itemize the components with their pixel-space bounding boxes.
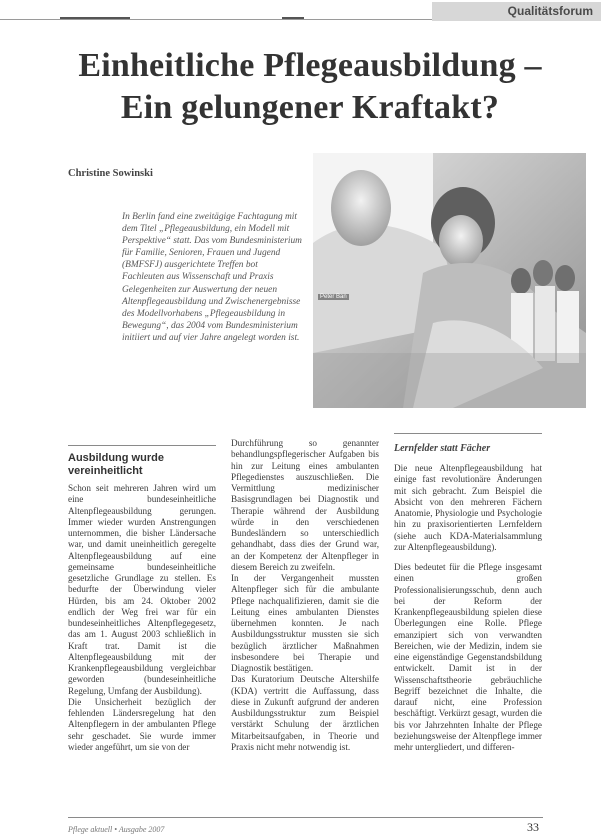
column-3-rule — [394, 433, 542, 434]
top-dash-center — [282, 17, 304, 19]
column-2-text — [231, 438, 379, 753]
column-1-heading: Ausbildung wurde vereinheitlicht — [68, 452, 164, 477]
column-1-rule — [68, 445, 216, 446]
title-line-1: Einheitliche Pflegeausbildung – — [78, 47, 542, 84]
column-1-text — [68, 483, 216, 753]
paragraph: Das Kuratorium Deutsche Altershilfe (KDA) vertritt die Auffassung, dass diese in Zukunft aufgrund der anderen Ausbildungsstruktur zum Beispiel verstärkt Schulung der ärztlichen Mitarbeitsaufgaben, in Theorie und Praxis nicht mehr notwendig ist. — [231, 674, 379, 752]
page-number: 33 — [527, 820, 539, 834]
lead-paragraph: In Berlin fand eine zweitägige Fachtagung mit dem Titel „Pflegeausbildung, ein Modell mit Perspektive“ statt. Das vom Bundesministerium für Familie, Senioren, Frauen und Jugend (BMFSFJ) ausgerichtete Treffen bot Fachleuten aus Wissenschaft und Praxis Gelegenheiten zur Auswertung der neuen Altenpflegeausbildung und Zwischenergebnisse des Modellvorhabens „Pflegeausbildung in Bewegung“, das 2004 vom Bundesministerium initiiert und auf vier Jahre angelegt worden ist. — [122, 212, 302, 343]
column-3-heading: Lernfelder statt Fächer — [394, 443, 491, 454]
top-dash-left — [60, 17, 130, 19]
nursing-scene-image — [313, 153, 586, 408]
paragraph: Schon seit mehreren Jahren wird um eine bundeseinheitliche Altenpflegeausbildung gerungen. Immer wieder wurden Anstrengungen unternommen, die bisher Ländersache war, und damit uneinheitlich geregelte Altenpflegeausbildung auf eine gemeinsame bundeseinheitliche gesetzliche Grundlage zu stellen. Es bedurfte der Überwindung vieler Hürden, bis am 24. Oktober 2002 endlich der Weg frei war für ein bundeseinheitliches Altenpflegegesetz, das am 1. August 2003 schließlich in Kraft trat. Damit ist die Altenpflegeausbildung mit der Krankenpflegeausbildung vergleichbar geworden (bundeseinheitliche Regelung, Umfang der Ausbildung). — [68, 483, 216, 696]
paragraph: Die Unsicherheit bezüglich der fehlenden Ländersregelung hat den Altenpflegern in der ambulanten Pflege sehr geschadet. Sie wurde immer wieder angeführt, um sie von der — [68, 696, 216, 752]
paragraph: In der Vergangenheit mussten Altenpfleger sich für die ambulante Pflege nachqualifizieren, damit sie die Leitung eines ambulanten Dienstes übernehmen konnten. Je nach Ausbildungsstruktur mussten sie sich bezüglich ärztlicher Maßnahmen insbesondere bei Therapie und Diagnostik bestätigen. — [231, 573, 379, 673]
footer-journal: Pflege aktuell • Ausgabe 2007 — [68, 825, 165, 834]
column-3-text — [394, 463, 542, 753]
paragraph: Dies bedeutet für die Pflege insgesamt einen großen Professionalisierungsschub, denn auch bei der Reform der Krankenpflegeausbildung spielen diese Überlegungen eine Rolle. Pflege emanzipiert sich von verwandten Bereichen, wie der Medizin, indem sie eine eigenständige Gegenstandsbildung entwickelt. Damit ist in der Wissenschaftstheorie gebräuchliche Begriff bezeichnet die Inhalte, die darauf nicht, eine Profession beschäftigt. Verkürzt gesagt, wurden die bis vor Jahrzehnten Inhalte der Pflege beziehungsweise der Altenpflege immer mehr untergliedert, und differen- — [394, 562, 542, 752]
paragraph: Durchführung so genannter behandlungspflegerischer Aufgaben bis hin zur Leitung eines ambulanten Pflegedienstes auszuschließen. Die Vermittlung medizinischer Basisgrundlagen bei Diagnostik und Therapie während der Ausbildung würde in den verschiedenen Bundesländern so unterschiedlich gehandhabt, dass dies der Grund war, an der Kompetenz der Altenpfleger in diesem Bereich zu zweifeln. — [231, 438, 379, 572]
photo-credit: Peter Ban — [320, 294, 347, 300]
title-line-2: Ein gelungener Kraftakt? — [120, 89, 500, 126]
section-label: Qualitätsforum — [432, 2, 601, 21]
article-title — [40, 45, 580, 129]
paragraph: Die neue Altenpflegeausbildung hat einige fast revolutionäre Änderungen mit sich gebracht. Zum Beispiel die Absicht von den mehreren Fächern Anatomie, Physiologie und Psychologie hin zu praxisorientierten Lernfeldern (siehe auch KDA-Materialsammlung zur Altenpflegeausbildung). — [394, 463, 542, 552]
article-photo — [313, 153, 586, 408]
author-name: Christine Sowinski — [68, 168, 153, 179]
footer-rule — [68, 817, 543, 818]
